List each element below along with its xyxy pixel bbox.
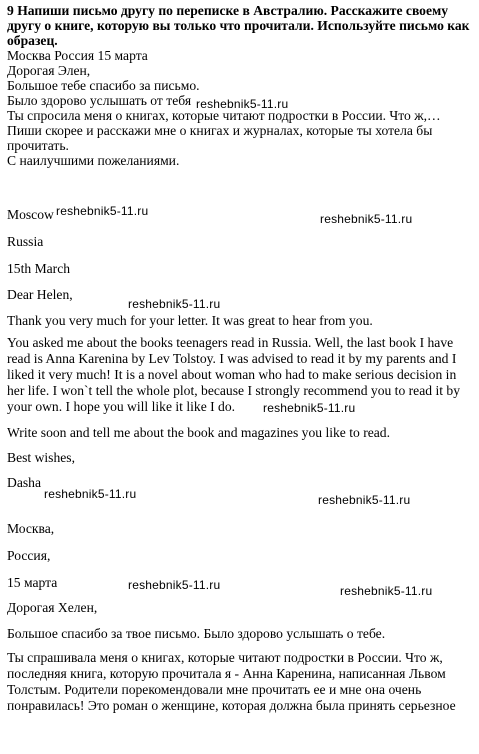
sample-closing: С наилучшими пожеланиями.	[7, 153, 180, 168]
en-closing: Best wishes,	[7, 450, 75, 465]
sample-place-date: Москва Россия 15 марта	[7, 48, 148, 63]
watermark: reshebnik5-11.ru	[128, 297, 221, 311]
en-date: 15th March	[7, 261, 71, 276]
sample-thanks: Большое тебе спасибо за письмо.	[7, 78, 200, 93]
ru-body: Ты спрашивала меня о книгах, которые читают подростки в России. Что ж, последняя книга, которую прочитала я - Анна Каренина, написанная Львом Толстым. Родители порекомендовали мне прочитать ее и мне она очень понравилась! Это роман о женщине, которая должна была принять серьезное	[7, 650, 456, 713]
ru-greeting: Дорогая Хелен,	[7, 600, 98, 615]
watermark: reshebnik5-11.ru	[263, 401, 356, 415]
en-city: Moscow	[7, 207, 54, 222]
en-thanks: Thank you very much for your letter. It was great to hear from you.	[7, 313, 373, 328]
sample-greeting: Дорогая Элен,	[7, 63, 91, 78]
sample-glad: Было здорово услышать от тебя	[7, 93, 192, 108]
ru-thanks: Большое спасибо за твое письмо. Было здорово услышать о тебе.	[7, 626, 386, 641]
watermark: reshebnik5-11.ru	[196, 97, 289, 111]
sample-asked: Ты спросила меня о книгах, которые читают подростки в России. Что ж,…	[7, 108, 441, 123]
watermark: reshebnik5-11.ru	[44, 487, 137, 501]
en-greeting: Dear Helen,	[7, 287, 73, 302]
watermark: reshebnik5-11.ru	[320, 212, 413, 226]
task-section	[7, 3, 473, 168]
watermark: reshebnik5-11.ru	[56, 204, 149, 218]
en-body: You asked me about the books teenagers read in Russia. Well, the last book I have read is Anna Karenina by Lev Tolstoy. I was advised to read it by my parents and I liked it very much! It is a novel about woman who had to make serious decision in her life. I won`t tell the whole plot, because I strongly recommend you to read it by your own. I hope you will like it like I do.	[7, 335, 460, 414]
ru-country: Россия,	[7, 548, 51, 563]
task-heading: 9 Напиши письмо другу по переписке в Австралию. Расскажите своему другу о книге, которую вы только что прочитали. Используйте письмо как образец.	[7, 3, 470, 48]
ru-date: 15 марта	[7, 575, 58, 590]
en-country: Russia	[7, 234, 44, 249]
en-write-soon: Write soon and tell me about the book and magazines you like to read.	[7, 425, 390, 440]
watermark: reshebnik5-11.ru	[318, 493, 411, 507]
en-signature: Dasha	[7, 475, 41, 490]
watermark: reshebnik5-11.ru	[128, 578, 221, 592]
watermark: reshebnik5-11.ru	[340, 584, 433, 598]
sample-write-soon: Пиши скорее и расскажи мне о книгах и журналах, которые ты хотела бы прочитать.	[7, 123, 433, 153]
ru-city: Москва,	[7, 521, 55, 536]
